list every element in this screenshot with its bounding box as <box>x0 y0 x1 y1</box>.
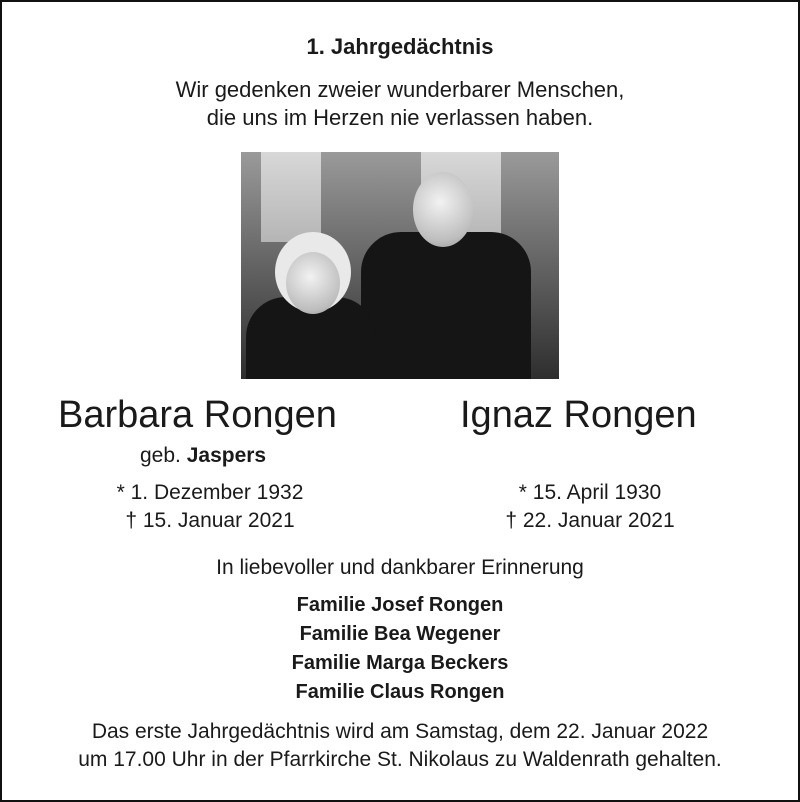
maiden-name <box>140 444 266 468</box>
family-item: Familie Marga Beckers <box>291 652 509 674</box>
died-barbara: † 15. Januar 2021 <box>125 509 295 532</box>
maiden-surname: Jaspers <box>186 444 267 467</box>
name-barbara: Barbara Rongen <box>58 394 337 436</box>
born-ignaz: * 15. April 1930 <box>518 481 662 504</box>
family-item: Familie Bea Wegener <box>299 623 501 645</box>
couple-photo <box>241 152 559 379</box>
family-item: Familie Josef Rongen <box>296 594 504 616</box>
dates-barbara <box>80 479 340 535</box>
name-ignaz: Ignaz Rongen <box>460 394 697 436</box>
intro-line-1: Wir gedenken zweier wunderbarer Menschen, <box>175 77 625 102</box>
notice-heading: 1. Jahrgedächtnis <box>306 34 494 59</box>
intro-text <box>0 76 800 132</box>
remembrance-line: In liebevoller und dankbarer Erinnerung <box>216 556 584 579</box>
died-ignaz: † 22. Januar 2021 <box>505 509 675 532</box>
photo-woman-head <box>286 252 340 314</box>
photo-man-body <box>361 232 531 379</box>
closing-text <box>0 718 800 774</box>
born-barbara: * 1. Dezember 1932 <box>116 481 304 504</box>
intro-line-2: die uns im Herzen nie verlassen haben. <box>206 105 594 130</box>
dates-ignaz <box>460 479 720 535</box>
maiden-prefix: geb. <box>140 444 181 467</box>
family-item: Familie Claus Rongen <box>295 681 505 703</box>
family-list <box>0 591 800 707</box>
photo-man-head <box>413 172 473 247</box>
photo-window-left <box>261 152 321 242</box>
closing-line-2: um 17.00 Uhr in der Pfarrkirche St. Nikolaus zu Waldenrath gehalten. <box>78 748 722 771</box>
closing-line-1: Das erste Jahrgedächtnis wird am Samstag, dem 22. Januar 2022 <box>91 720 709 743</box>
